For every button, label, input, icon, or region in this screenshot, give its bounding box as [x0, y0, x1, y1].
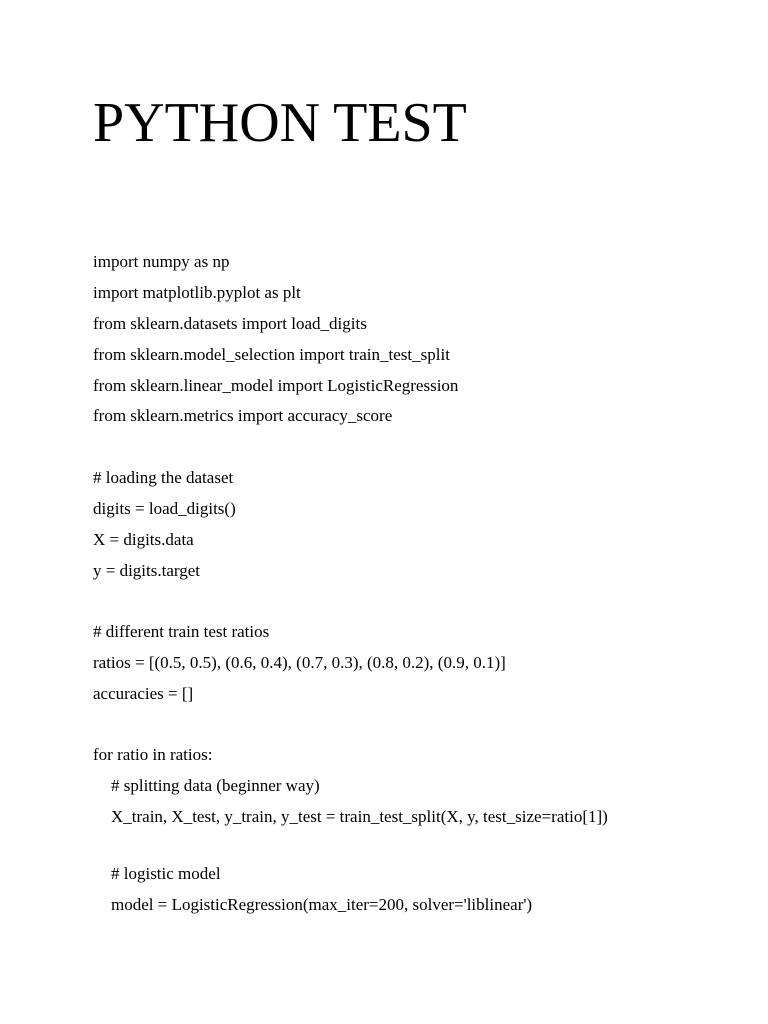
- code-comment: # splitting data (beginner way): [111, 776, 320, 795]
- code-comment: # loading the dataset: [93, 468, 234, 487]
- code-line: ratios = [(0.5, 0.5), (0.6, 0.4), (0.7, 0.3), (0.8, 0.2), (0.9, 0.1)]: [93, 653, 506, 672]
- code-line: import matplotlib.pyplot as plt: [93, 283, 301, 302]
- code-line: from sklearn.linear_model import LogisticRegression: [93, 376, 459, 395]
- document-title: PYTHON TEST: [93, 92, 467, 154]
- code-line: import numpy as np: [93, 252, 230, 271]
- code-comment: # logistic model: [111, 864, 221, 883]
- code-line: from sklearn.datasets import load_digits: [93, 314, 367, 333]
- code-comment: # different train test ratios: [93, 622, 270, 641]
- code-line: model = LogisticRegression(max_iter=200, solver='liblinear'): [111, 895, 533, 914]
- code-line: from sklearn.model_selection import train_test_split: [93, 345, 450, 364]
- code-line: for ratio in ratios:: [93, 745, 213, 764]
- code-line: digits = load_digits(): [93, 499, 236, 518]
- code-line: X_train, X_test, y_train, y_test = train_test_split(X, y, test_size=ratio[1]): [111, 807, 608, 826]
- code-line: y = digits.target: [93, 561, 201, 580]
- code-line: X = digits.data: [93, 530, 194, 549]
- code-line: accuracies = []: [93, 684, 194, 703]
- code-line: from sklearn.metrics import accuracy_score: [93, 406, 393, 425]
